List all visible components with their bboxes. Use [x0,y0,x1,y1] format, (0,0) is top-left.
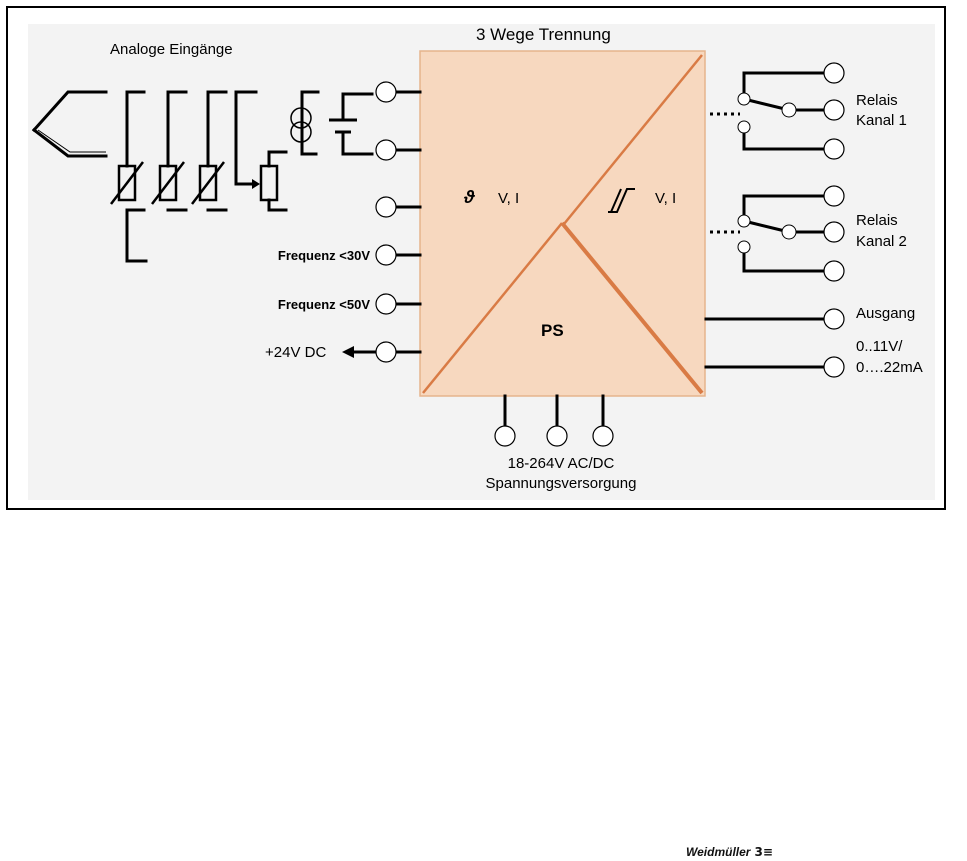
relay-1-label-line2: Kanal 1 [856,112,907,129]
relay-2-terminal-no [824,261,844,281]
inputs-heading: Analoge Eingänge [110,41,233,58]
diagram-title: 3 Wege Trennung [476,25,611,44]
supply-label-line1: 18-264V AC/DC [507,455,615,472]
freq-30-terminal [376,245,396,265]
supply-terminal-2 [547,426,567,446]
theta-symbol: ϑ [464,187,475,207]
output-range-voltage: 0..11V/ [856,338,903,355]
input-terminal-2 [376,140,396,160]
output-terminal-1 [824,309,844,329]
output-block-label: V, I [655,190,677,207]
relay-1-terminal-com [824,100,844,120]
input-terminal-1 [376,82,396,102]
logo-text: Weidmüller [686,845,751,859]
supply-out-terminal [376,342,396,362]
supply-terminal-3 [593,426,613,446]
freq-50-terminal [376,294,396,314]
relay-2-terminal-nc [824,186,844,206]
output-range-current: 0….22mA [856,359,923,376]
freq-30-label: Frequenz <30V [277,248,370,263]
freq-50-label: Frequenz <50V [277,297,370,312]
output-terminal-2 [824,357,844,377]
supply-terminal-1 [495,426,515,446]
isolator-block [420,51,705,396]
logo-mark-icon: 3≡ [754,845,773,859]
relay-1-label-line1: Relais [856,92,898,109]
input-block-label: V, I [498,190,520,207]
relay-2-label-line2: Kanal 2 [856,233,907,250]
relay-2-terminal-com [824,222,844,242]
relay-1-terminal-no [824,139,844,159]
isolation-diagram [6,6,946,510]
weidmuller-logo [686,843,773,861]
relay-1-terminal-nc [824,63,844,83]
output-label: Ausgang [856,305,916,322]
supply-out-label: +24V DC [265,344,327,361]
supply-label-line2: Spannungsversorgung [485,475,637,492]
relay-2-label-line1: Relais [856,212,898,229]
power-block-label: PS [541,321,564,340]
input-terminal-3 [376,197,396,217]
